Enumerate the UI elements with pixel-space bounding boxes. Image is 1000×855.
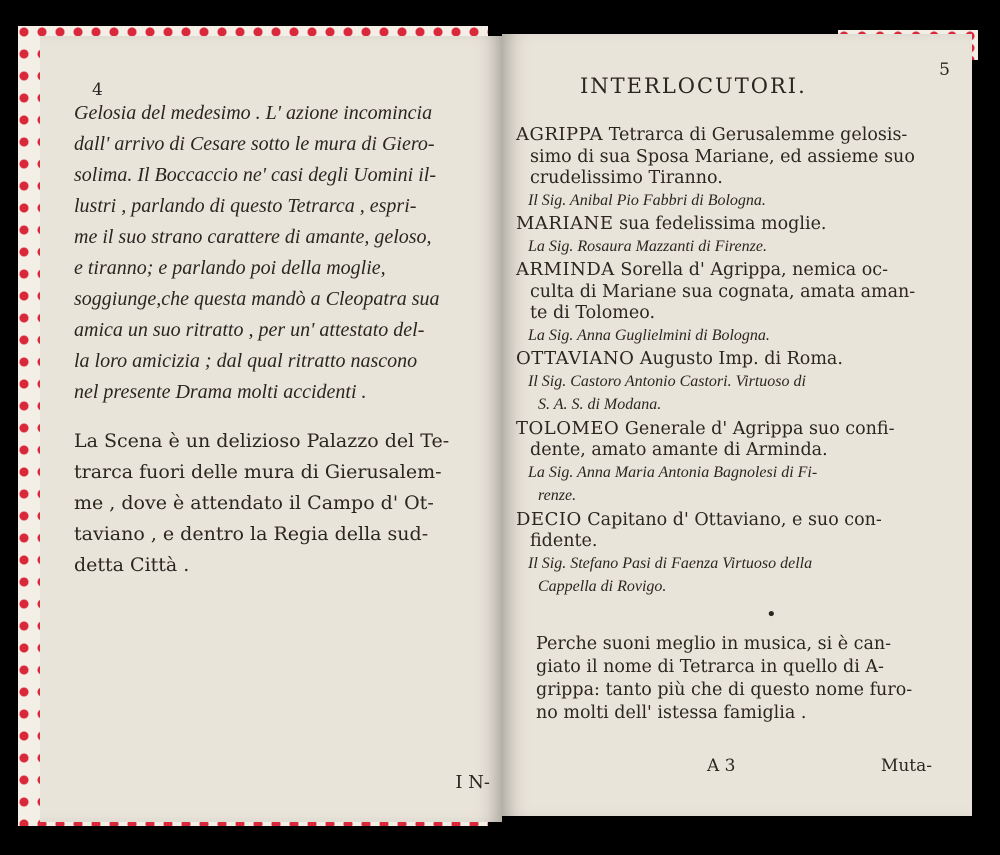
character-name: DECIO [516, 508, 582, 530]
page-heading: INTERLOCUTORI. [580, 74, 807, 98]
character-entry [516, 418, 956, 507]
cast-member: La Sig. Rosaura Mazzanti di Firenze. [528, 237, 767, 255]
character-description-line: fidente. [530, 531, 598, 551]
character-name: OTTAVIANO [516, 348, 635, 369]
note-line: grippa: tanto più che di questo nome furo- [536, 680, 913, 700]
separator-dot: • [766, 603, 777, 625]
scene-description [74, 426, 502, 581]
scene-line: taviano , e dentro la Regia della sud- [74, 523, 429, 545]
paragraph-line: dall' arrivo di Cesare sotto le mura di Giero- [74, 133, 435, 155]
character-entry [516, 348, 956, 416]
character-name: AGRIPPA [516, 124, 604, 145]
note-line: Perche suoni meglio in musica, si è can- [536, 634, 892, 654]
character-entry [516, 259, 956, 346]
name-change-note [516, 633, 956, 725]
cast-member: Il Sig. Anibal Pio Fabbri di Bologna. [528, 191, 766, 209]
paragraph-line: nel presente Drama molti accidenti . [74, 381, 367, 403]
character-description-line: culta di Mariane sua cognata, amata aman- [530, 281, 916, 302]
character-description-line [516, 418, 956, 441]
cast-member: Il Sig. Stefano Pasi di Faenza Virtuoso della [528, 554, 813, 572]
paragraph-line: la loro amicizia ; dal qual ritratto nascono [74, 350, 418, 372]
note-line: no molti dell' istessa famiglia . [536, 703, 807, 723]
character-description: Tetrarca di Gerusalemme gelosis- [608, 125, 908, 145]
character-description-line [516, 509, 956, 532]
character-entry [516, 124, 956, 211]
character-name: ARMINDA [516, 259, 615, 280]
character-entry [516, 509, 956, 598]
right-catchword: Muta- [880, 756, 932, 776]
character-description-line: crudelissimo Tiranno. [530, 168, 723, 188]
cast-member: Il Sig. Castoro Antonio Castori. Virtuoso di [528, 372, 806, 390]
cast-member: La Sig. Anna Maria Antonia Bagnolesi di Fi- [528, 463, 818, 481]
signature-mark: A 3 [707, 756, 736, 776]
cast-list [516, 124, 956, 725]
character-name: MARIANE [516, 213, 614, 234]
left-page-number: 4 [92, 80, 103, 100]
paragraph-line: lustri , parlando di questo Tetrarca , espri- [74, 195, 417, 217]
scene-line: detta Città . [74, 554, 190, 576]
character-description-line: simo di sua Sposa Mariane, ed assieme suo [530, 146, 915, 167]
note-line: giato il nome di Tetrarca in quello di A- [536, 657, 884, 677]
cast-member: S. A. S. di Modana. [538, 396, 662, 413]
right-page [502, 34, 972, 816]
paragraph-line: solima. Il Boccaccio ne' casi degli Uomini il- [74, 164, 436, 186]
character-description-line: dente, amato amante di Arminda. [530, 440, 828, 460]
left-catchword: I N- [455, 772, 490, 793]
character-description: Generale d' Agrippa suo confi- [624, 418, 895, 439]
character-name: TOLOMEO [516, 417, 620, 439]
character-description: Sorella d' Agrippa, nemica oc- [620, 260, 889, 280]
character-description-line [516, 124, 956, 147]
character-description-line [516, 348, 956, 371]
cast-member: La Sig. Anna Guglielmini di Bologna. [528, 326, 770, 344]
scene-line: trarca fuori delle mura di Gierusalem- [74, 461, 442, 483]
right-page-number: 5 [939, 60, 950, 80]
character-entry [516, 213, 956, 257]
paragraph-line: amica un suo ritratto , per un' attestato del- [74, 319, 425, 341]
character-description: Augusto Imp. di Roma. [639, 349, 843, 369]
paragraph-line: Gelosia del medesimo . L' azione incomincia [74, 102, 433, 124]
character-description-line [516, 259, 956, 282]
cast-member: Cappella di Rovigo. [538, 578, 667, 595]
character-description-line [516, 213, 956, 236]
scene-line: me , dove è attendato il Campo d' Ot- [74, 492, 434, 514]
paragraph-line: soggiunge,che questa mandò a Cleopatra sua [74, 288, 440, 310]
left-page [40, 36, 502, 822]
character-description: sua fedelissima moglie. [619, 214, 827, 234]
intro-paragraph [74, 98, 502, 408]
character-description: Capitano d' Ottaviano, e suo con- [587, 509, 882, 530]
paragraph-line: me il suo strano carattere di amante, geloso, [74, 226, 432, 248]
paragraph-line: e tiranno; e parlando poi della moglie, [74, 257, 386, 279]
scene-line: La Scena è un delizioso Palazzo del Te- [74, 430, 450, 452]
cast-member: renze. [538, 487, 577, 504]
character-description-line: te di Tolomeo. [530, 303, 656, 323]
